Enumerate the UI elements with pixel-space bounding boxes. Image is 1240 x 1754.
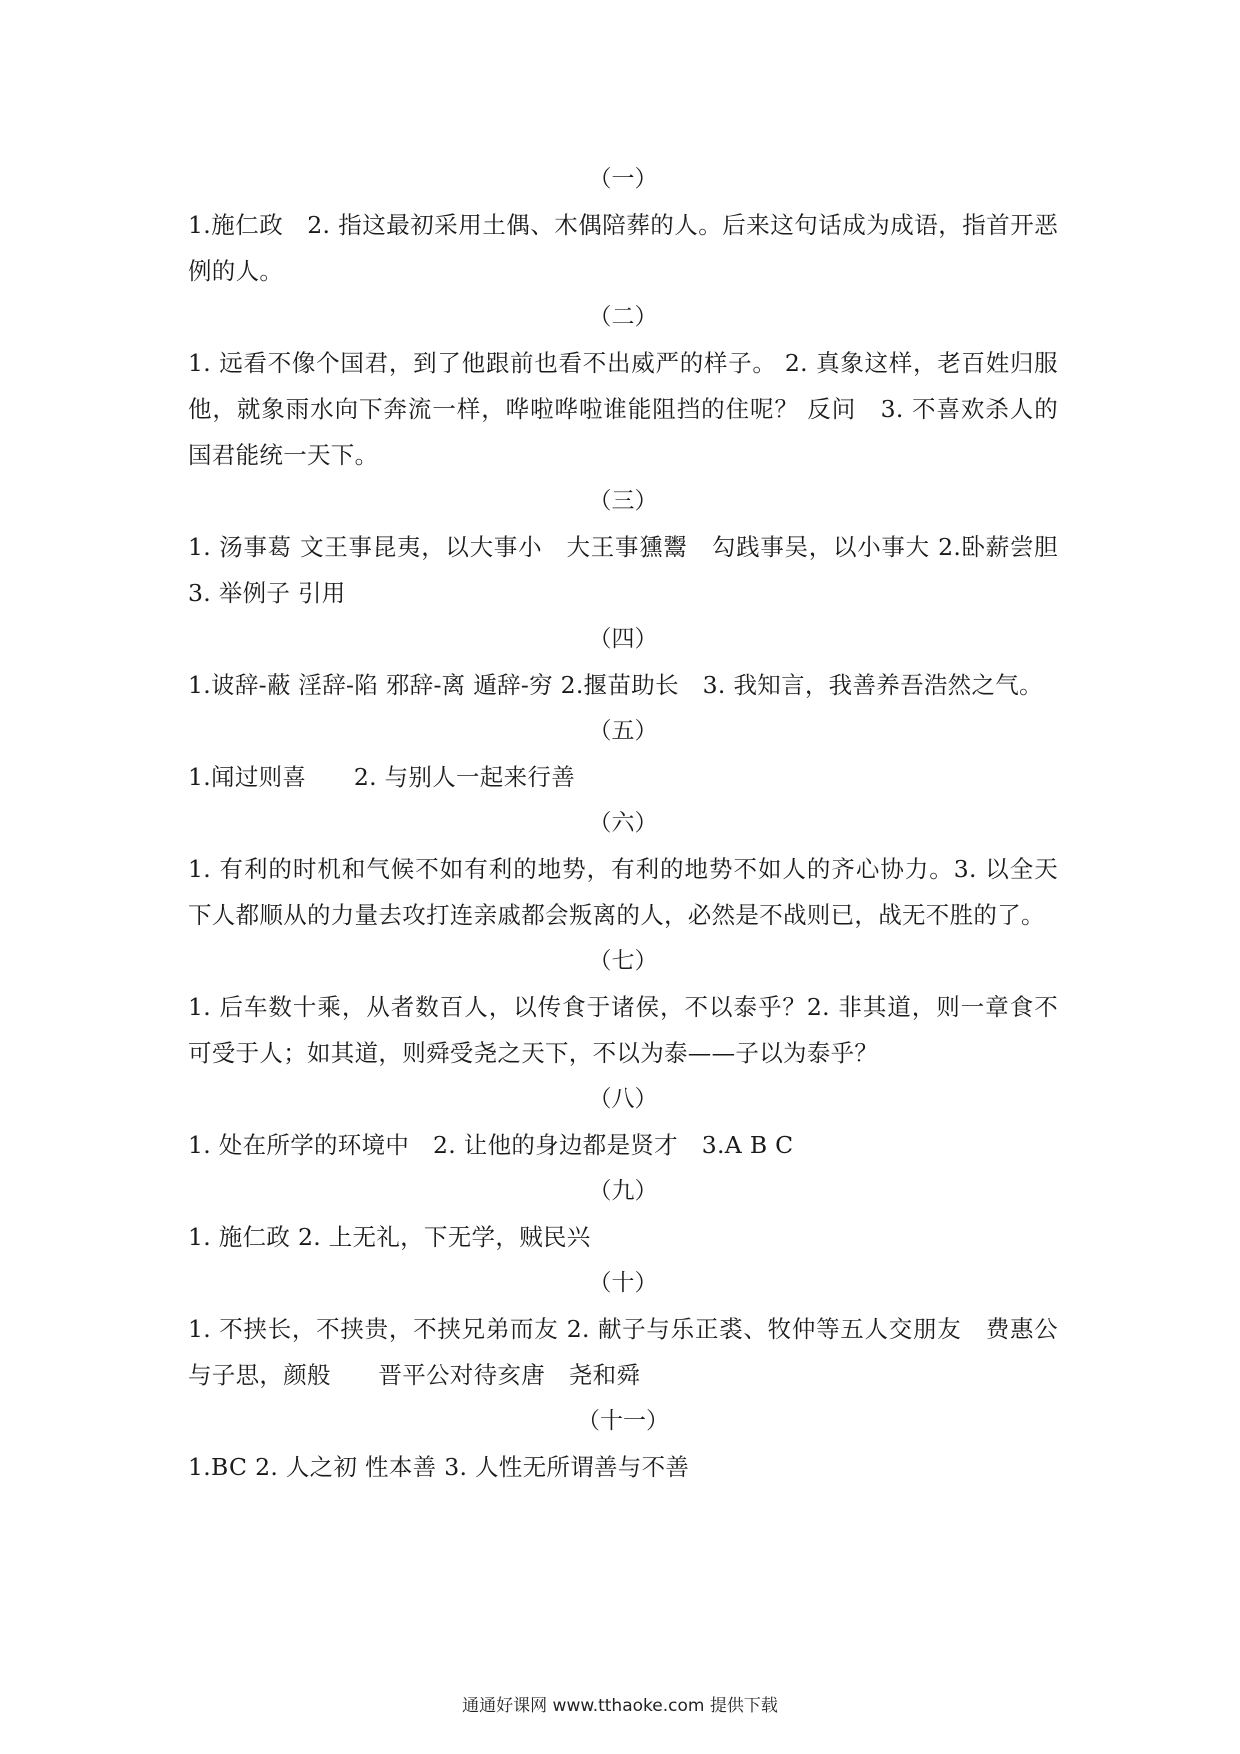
- section-heading: （十一）: [577, 1408, 669, 1434]
- section-6: [188, 800, 1058, 938]
- section-answer: 1. 汤事葛 文王事昆夷，以大事小 大王事獯鬻 勾践事吴，以小事大 2.卧薪尝胆 3. 举例子 引用: [188, 533, 1082, 607]
- page-footer: 通通好课网 www.tthaoke.com 提供下载: [462, 1696, 778, 1716]
- section-answer: 1. 后车数十乘，从者数百人，以传食于诸侯，不以泰乎？2. 非其道，则一章食不可受于人；如其道，则舜受尧之天下，不以为泰——子以为泰乎？: [188, 993, 1058, 1067]
- section-answer: 1.闻过则喜 2. 与别人一起来行善: [188, 763, 576, 791]
- section-heading: （五）: [588, 718, 658, 744]
- section-10: [188, 1260, 1058, 1398]
- section-8: [188, 1076, 1058, 1168]
- section-heading: （十）: [588, 1270, 658, 1296]
- section-11: [188, 1398, 1058, 1490]
- section-answer: 1. 远看不像个国君，到了他跟前也看不出威严的样子。 2. 真象这样，老百姓归服他，就象雨水向下奔流一样，哗啦哗啦谁能阻挡的住呢？ 反问 3. 不喜欢杀人的国君能统一天下。: [188, 349, 1058, 469]
- section-answer: 1.施仁政 2. 指这最初采用土偶、木偶陪葬的人。后来这句话成为成语，指首开恶例的人。: [188, 211, 1058, 285]
- section-heading: （六）: [588, 810, 658, 836]
- section-answer: 1. 不挟长，不挟贵，不挟兄弟而友 2. 献子与乐正裘、牧仲等五人交朋友 费惠公与子思，颜般 晋平公对待亥唐 尧和舜: [188, 1315, 1058, 1389]
- section-heading: （三）: [588, 488, 658, 514]
- section-3: [188, 478, 1082, 616]
- section-answer: 1. 施仁政 2. 上无礼，下无学，贼民兴: [188, 1223, 591, 1251]
- section-answer: 1.诐辞-蔽 淫辞-陷 邪辞-离 遁辞-穷 2.揠苗助长 3. 我知言，我善养吾浩然之气。: [188, 671, 1043, 699]
- section-heading: （七）: [588, 948, 658, 974]
- section-heading: （二）: [588, 304, 658, 330]
- section-heading: （八）: [588, 1086, 658, 1112]
- section-7: [188, 938, 1058, 1076]
- section-answer: 1. 有利的时机和气候不如有利的地势，有利的地势不如人的齐心协力。3. 以全天下人都顺从的力量去攻打连亲戚都会叛离的人，必然是不战则已，战无不胜的了。: [188, 855, 1058, 929]
- section-answer: 1. 处在所学的环境中 2. 让他的身边都是贤才 3.A B C: [188, 1131, 794, 1159]
- section-1: [188, 156, 1058, 294]
- section-heading: （四）: [588, 626, 658, 652]
- section-answer: 1.BC 2. 人之初 性本善 3. 人性无所谓善与不善: [188, 1453, 690, 1481]
- section-5: [188, 708, 1058, 800]
- section-9: [188, 1168, 1058, 1260]
- section-2: [188, 294, 1058, 478]
- section-4: [188, 616, 1058, 708]
- section-heading: （九）: [588, 1178, 658, 1204]
- section-heading: （一）: [588, 166, 658, 192]
- answer-document: [188, 156, 1082, 1490]
